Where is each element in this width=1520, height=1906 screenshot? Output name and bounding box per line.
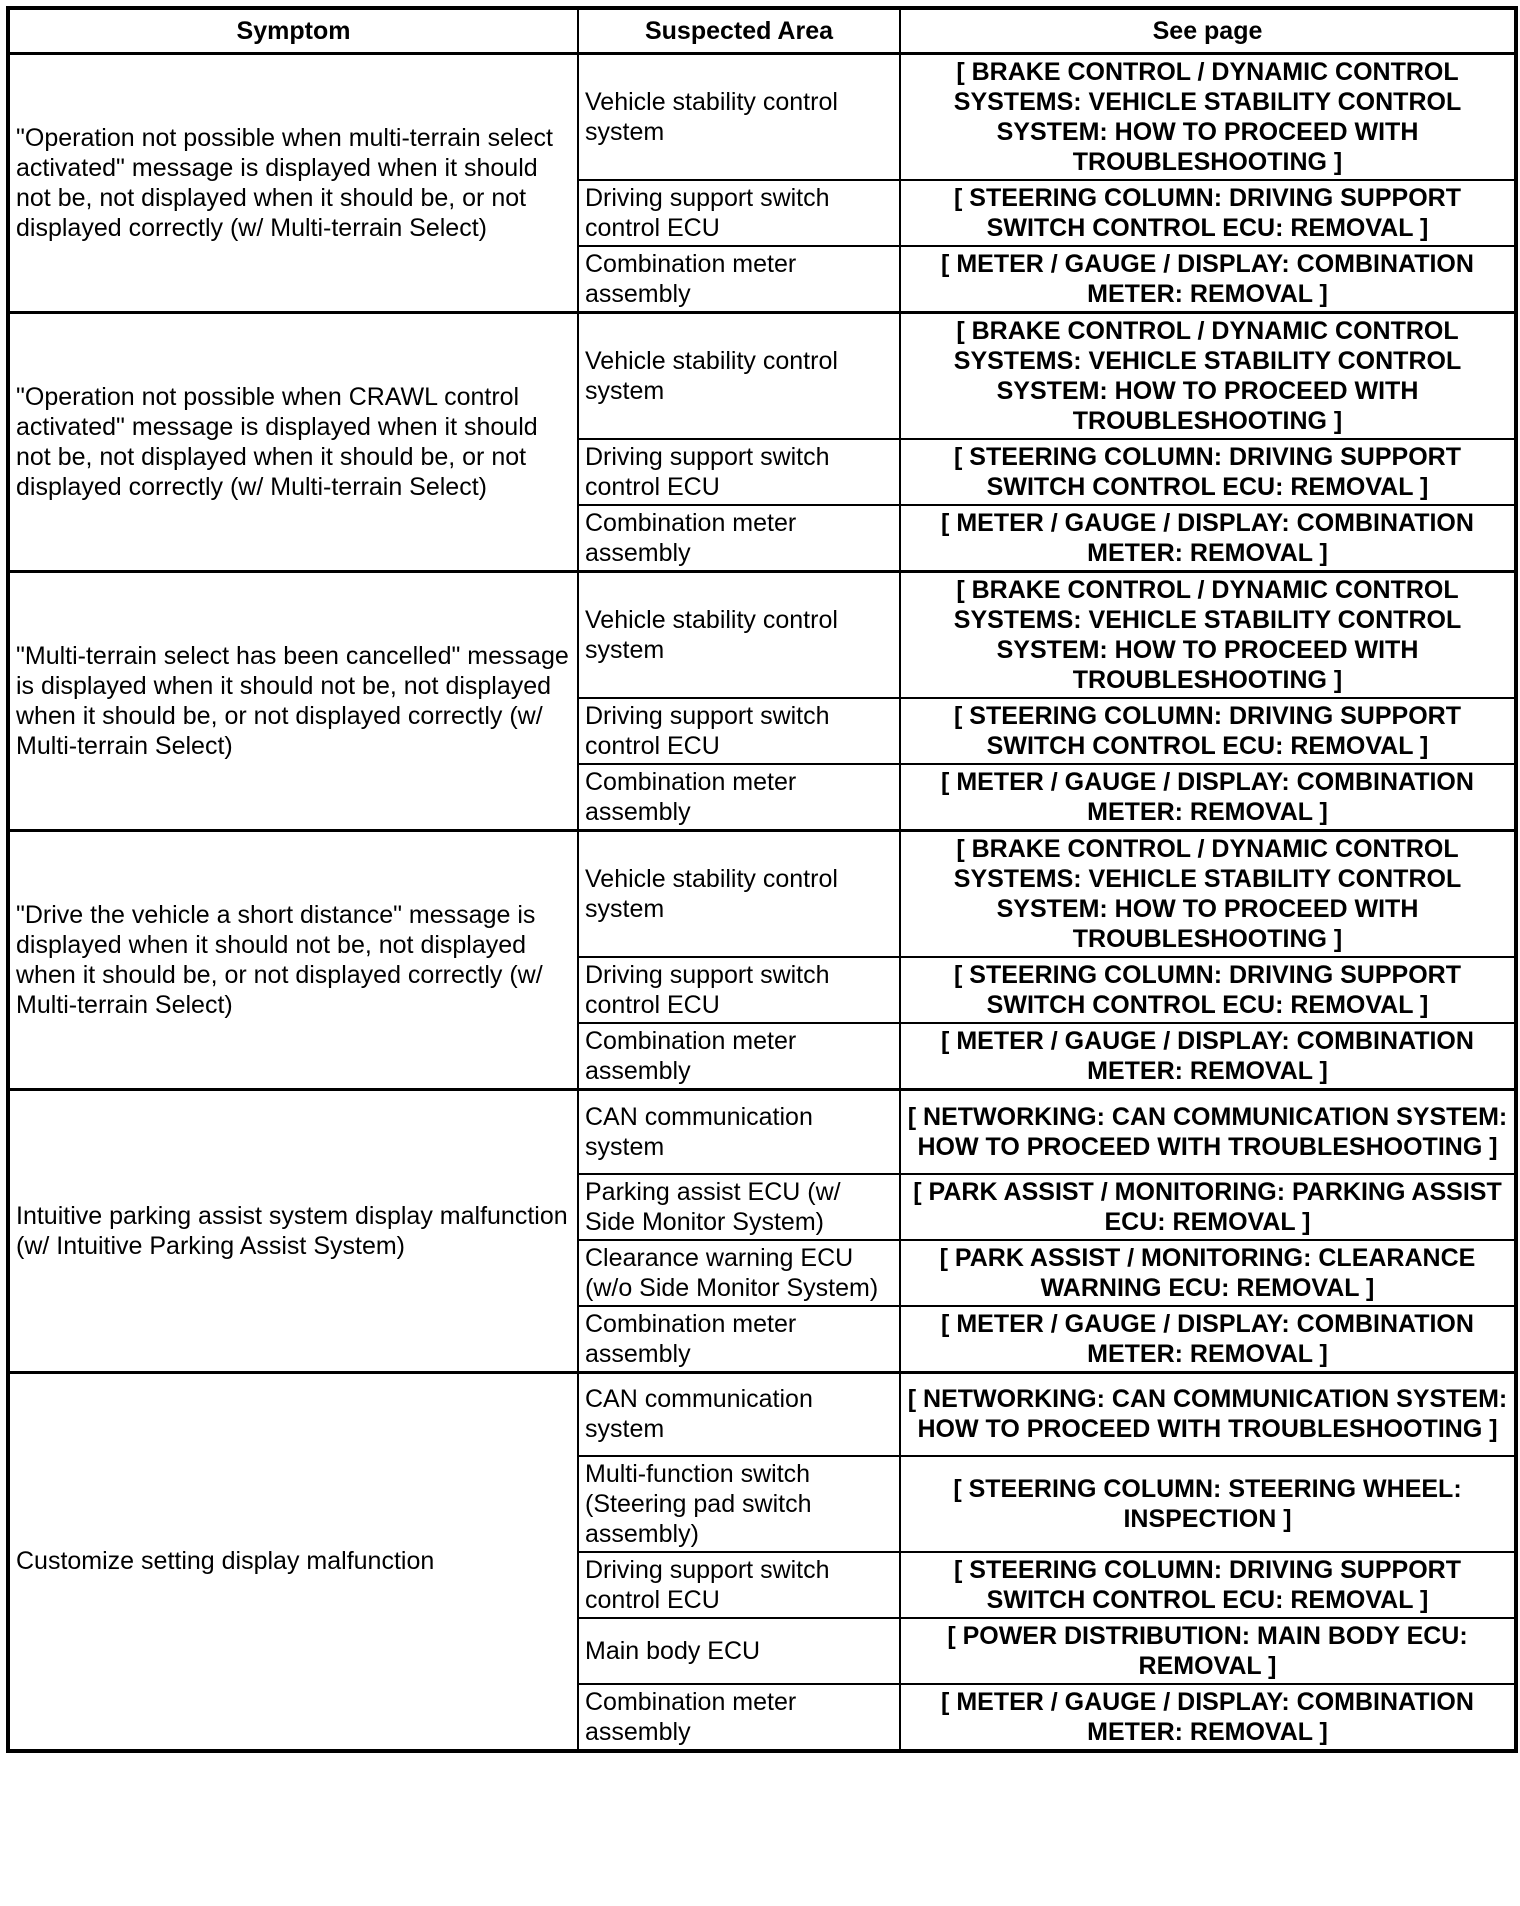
suspected-area-cell: Combination meter assembly [578,764,900,831]
symptom-cell: "Drive the vehicle a short distance" message is displayed when it should not be, not displayed when it should be, or not displayed correctly (w/ Multi-terrain Select) [8,831,578,1090]
see-page-link[interactable]: [ NETWORKING: CAN COMMUNICATION SYSTEM: HOW TO PROCEED WITH TROUBLESHOOTING ] [900,1090,1516,1174]
suspected-area-cell: Vehicle stability control system [578,54,900,181]
table-row [8,313,1516,440]
header-suspected-area: Suspected Area [578,8,900,54]
see-page-link[interactable]: [ STEERING COLUMN: STEERING WHEEL: INSPECTION ] [900,1456,1516,1552]
see-page-link[interactable]: [ METER / GAUGE / DISPLAY: COMBINATION METER: REMOVAL ] [900,1306,1516,1373]
page [6,6,1518,1753]
symptom-cell: Customize setting display malfunction [8,1372,578,1751]
suspected-area-cell: CAN communication system [578,1372,900,1456]
header-symptom: Symptom [8,8,578,54]
suspected-area-cell: Driving support switch control ECU [578,957,900,1023]
see-page-link[interactable]: [ PARK ASSIST / MONITORING: CLEARANCE WARNING ECU: REMOVAL ] [900,1240,1516,1306]
suspected-area-cell: Driving support switch control ECU [578,180,900,246]
suspected-area-cell: Parking assist ECU (w/ Side Monitor System) [578,1174,900,1240]
see-page-link[interactable]: [ BRAKE CONTROL / DYNAMIC CONTROL SYSTEMS: VEHICLE STABILITY CONTROL SYSTEM: HOW TO PROCEED WITH TROUBLESHOOTING ] [900,313,1516,440]
suspected-area-cell: Combination meter assembly [578,1023,900,1090]
symptom-cell: "Operation not possible when multi-terrain select activated" message is displayed when it should not be, not displayed when it should be, or not displayed correctly (w/ Multi-terrain Select) [8,54,578,313]
see-page-link[interactable]: [ METER / GAUGE / DISPLAY: COMBINATION METER: REMOVAL ] [900,246,1516,313]
table-row [8,831,1516,958]
symptom-cell: "Operation not possible when CRAWL control activated" message is displayed when it should not be, not displayed when it should be, or not displayed correctly (w/ Multi-terrain Select) [8,313,578,572]
table-row [8,572,1516,699]
suspected-area-cell: Combination meter assembly [578,1306,900,1373]
see-page-link[interactable]: [ STEERING COLUMN: DRIVING SUPPORT SWITCH CONTROL ECU: REMOVAL ] [900,957,1516,1023]
symptom-cell: "Multi-terrain select has been cancelled" message is displayed when it should not be, not displayed when it should be, or not displayed correctly (w/ Multi-terrain Select) [8,572,578,831]
see-page-link[interactable]: [ STEERING COLUMN: DRIVING SUPPORT SWITCH CONTROL ECU: REMOVAL ] [900,698,1516,764]
see-page-link[interactable]: [ BRAKE CONTROL / DYNAMIC CONTROL SYSTEMS: VEHICLE STABILITY CONTROL SYSTEM: HOW TO PROCEED WITH TROUBLESHOOTING ] [900,572,1516,699]
suspected-area-cell: Vehicle stability control system [578,831,900,958]
troubleshooting-table [6,6,1518,1753]
see-page-link[interactable]: [ METER / GAUGE / DISPLAY: COMBINATION METER: REMOVAL ] [900,505,1516,572]
see-page-link[interactable]: [ METER / GAUGE / DISPLAY: COMBINATION METER: REMOVAL ] [900,764,1516,831]
table-row [8,1090,1516,1174]
header-row [8,8,1516,54]
table-row [8,54,1516,181]
suspected-area-cell: CAN communication system [578,1090,900,1174]
see-page-link[interactable]: [ BRAKE CONTROL / DYNAMIC CONTROL SYSTEMS: VEHICLE STABILITY CONTROL SYSTEM: HOW TO PROCEED WITH TROUBLESHOOTING ] [900,54,1516,181]
suspected-area-cell: Combination meter assembly [578,1684,900,1751]
suspected-area-cell: Combination meter assembly [578,246,900,313]
suspected-area-cell: Combination meter assembly [578,505,900,572]
see-page-link[interactable]: [ STEERING COLUMN: DRIVING SUPPORT SWITCH CONTROL ECU: REMOVAL ] [900,1552,1516,1618]
see-page-link[interactable]: [ BRAKE CONTROL / DYNAMIC CONTROL SYSTEMS: VEHICLE STABILITY CONTROL SYSTEM: HOW TO PROCEED WITH TROUBLESHOOTING ] [900,831,1516,958]
see-page-link[interactable]: [ METER / GAUGE / DISPLAY: COMBINATION METER: REMOVAL ] [900,1684,1516,1751]
suspected-area-cell: Driving support switch control ECU [578,439,900,505]
see-page-link[interactable]: [ PARK ASSIST / MONITORING: PARKING ASSIST ECU: REMOVAL ] [900,1174,1516,1240]
header-see-page: See page [900,8,1516,54]
see-page-link[interactable]: [ NETWORKING: CAN COMMUNICATION SYSTEM: HOW TO PROCEED WITH TROUBLESHOOTING ] [900,1372,1516,1456]
see-page-link[interactable]: [ STEERING COLUMN: DRIVING SUPPORT SWITCH CONTROL ECU: REMOVAL ] [900,180,1516,246]
suspected-area-cell: Clearance warning ECU (w/o Side Monitor System) [578,1240,900,1306]
suspected-area-cell: Driving support switch control ECU [578,698,900,764]
see-page-link[interactable]: [ STEERING COLUMN: DRIVING SUPPORT SWITCH CONTROL ECU: REMOVAL ] [900,439,1516,505]
see-page-link[interactable]: [ POWER DISTRIBUTION: MAIN BODY ECU: REMOVAL ] [900,1618,1516,1684]
table-row [8,1372,1516,1456]
table-body [8,54,1516,1752]
suspected-area-cell: Main body ECU [578,1618,900,1684]
see-page-link[interactable]: [ METER / GAUGE / DISPLAY: COMBINATION METER: REMOVAL ] [900,1023,1516,1090]
suspected-area-cell: Vehicle stability control system [578,313,900,440]
suspected-area-cell: Driving support switch control ECU [578,1552,900,1618]
symptom-cell: Intuitive parking assist system display malfunction (w/ Intuitive Parking Assist System) [8,1090,578,1373]
suspected-area-cell: Vehicle stability control system [578,572,900,699]
suspected-area-cell: Multi-function switch (Steering pad switch assembly) [578,1456,900,1552]
